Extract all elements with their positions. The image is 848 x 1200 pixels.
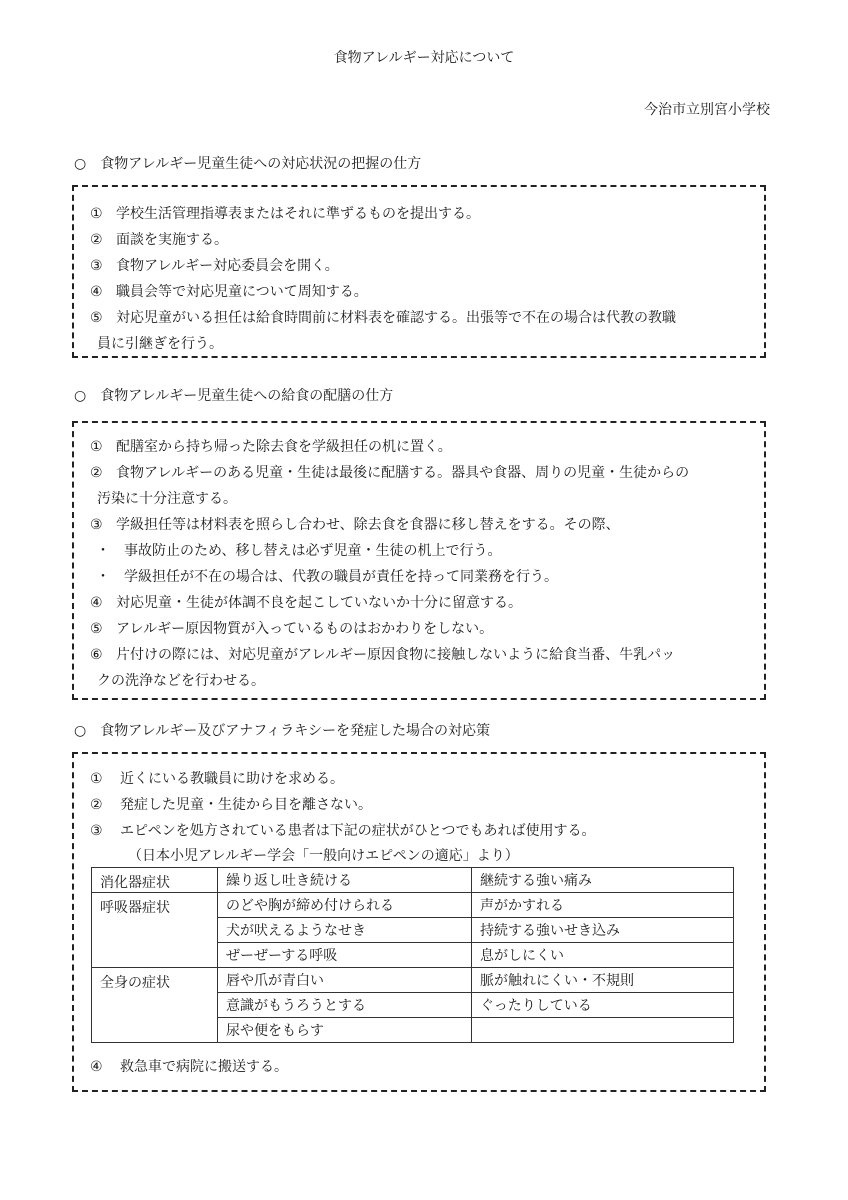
table-cell: 繰り返し吐き続ける <box>218 868 472 893</box>
table-cell <box>472 1018 734 1043</box>
list-item: ② 発症した児童・生徒から目を離さない。 <box>90 797 372 813</box>
list-item-continuation: 員に引継ぎを行う。 <box>97 336 223 352</box>
list-item: ① 近くにいる教職員に助けを求める。 <box>90 771 344 787</box>
section-2-heading-text: 食物アレルギー児童生徒への給食の配膳の仕方 <box>100 388 394 404</box>
list-item: ④ 職員会等で対応児童について周知する。 <box>90 284 368 300</box>
table-cell: 脈が触れにくい・不規則 <box>472 968 734 993</box>
table-cell: 尿や便をもらす <box>218 1018 472 1043</box>
table-cell <box>92 918 218 943</box>
circle-bullet-icon: ○ <box>74 723 87 739</box>
list-item: ③ 学級担任等は材料表を照らし合わせ、除去食を食器に移し替えをする。その際、 <box>90 517 620 533</box>
table-cell: 犬が吠えるようなせき <box>218 918 472 943</box>
list-item: ③ エピペンを処方されている患者は下記の症状がひとつでもあれば使用する。 <box>90 823 596 839</box>
table-row <box>92 1018 734 1043</box>
page-title: 食物アレルギー対応について <box>333 50 515 66</box>
list-item-continuation: クの洗浄などを行わせる。 <box>97 673 265 689</box>
table-cell: ぜーぜーする呼吸 <box>218 943 472 968</box>
section-3-heading-text: 食物アレルギー及びアナフィラキシーを発症した場合の対応策 <box>100 723 491 739</box>
section-1-heading <box>74 153 421 173</box>
symptom-table <box>91 867 734 1043</box>
circle-bullet-icon: ○ <box>74 156 87 172</box>
section-3-heading <box>74 720 490 740</box>
list-item-continuation: 汚染に十分注意する。 <box>97 491 237 507</box>
table-cell <box>92 993 218 1018</box>
table-row <box>92 868 734 893</box>
list-item: ⑥ 片付けの際には、対応児童がアレルギー原因食物に接触しないように給食当番、牛乳パッ <box>90 647 676 663</box>
table-cell: 全身の症状 <box>92 968 218 993</box>
list-item: ① 配膳室から持ち帰った除去食を学級担任の机に置く。 <box>90 439 452 455</box>
table-row <box>92 993 734 1018</box>
school-name: 今治市立別宮小学校 <box>644 102 770 118</box>
table-cell: 継続する強い痛み <box>472 868 734 893</box>
list-item: ④ 対応児童・生徒が体調不良を起こしていないか十分に留意する。 <box>90 595 522 611</box>
table-row <box>92 893 734 918</box>
table-row <box>92 918 734 943</box>
table-cell <box>92 1018 218 1043</box>
table-cell: 唇や爪が青白い <box>218 968 472 993</box>
table-cell: 声がかすれる <box>472 893 734 918</box>
list-item: ④ 救急車で病院に搬送する。 <box>90 1059 288 1075</box>
circle-bullet-icon: ○ <box>74 388 87 404</box>
table-cell: 意識がもうろうとする <box>218 993 472 1018</box>
table-cell: ぐったりしている <box>472 993 734 1018</box>
table-cell: 息がしにくい <box>472 943 734 968</box>
table-cell: のどや胸が締め付けられる <box>218 893 472 918</box>
source-note: （日本小児アレルギー学会「一般向けエピペンの適応」より） <box>128 848 519 864</box>
list-item: ② 食物アレルギーのある児童・生徒は最後に配膳する。器具や食器、周りの児童・生徒からの <box>90 465 690 481</box>
section-2-heading <box>74 385 393 405</box>
table-row <box>92 968 734 993</box>
table-cell: 呼吸器症状 <box>92 893 218 918</box>
sub-bullet-item: ・ 事故防止のため、移し替えは必ず児童・生徒の机上で行う。 <box>96 543 502 559</box>
table-cell: 持続する強いせき込み <box>472 918 734 943</box>
section-1-heading-text: 食物アレルギー児童生徒への対応状況の把握の仕方 <box>100 156 422 172</box>
list-item: ② 面談を実施する。 <box>90 232 228 248</box>
sub-bullet-item: ・ 学級担任が不在の場合は、代教の職員が責任を持って同業務を行う。 <box>96 569 558 585</box>
table-cell: 消化器症状 <box>92 868 218 893</box>
list-item: ⑤ アレルギー原因物質が入っているものはおかわりをしない。 <box>90 621 494 637</box>
table-cell <box>92 943 218 968</box>
list-item: ⑤ 対応児童がいる担任は給食時間前に材料表を確認する。出張等で不在の場合は代教の教職 <box>90 310 676 326</box>
list-item: ① 学校生活管理指導表またはそれに準ずるものを提出する。 <box>90 206 480 222</box>
table-row <box>92 943 734 968</box>
list-item: ③ 食物アレルギー対応委員会を開く。 <box>90 258 339 274</box>
